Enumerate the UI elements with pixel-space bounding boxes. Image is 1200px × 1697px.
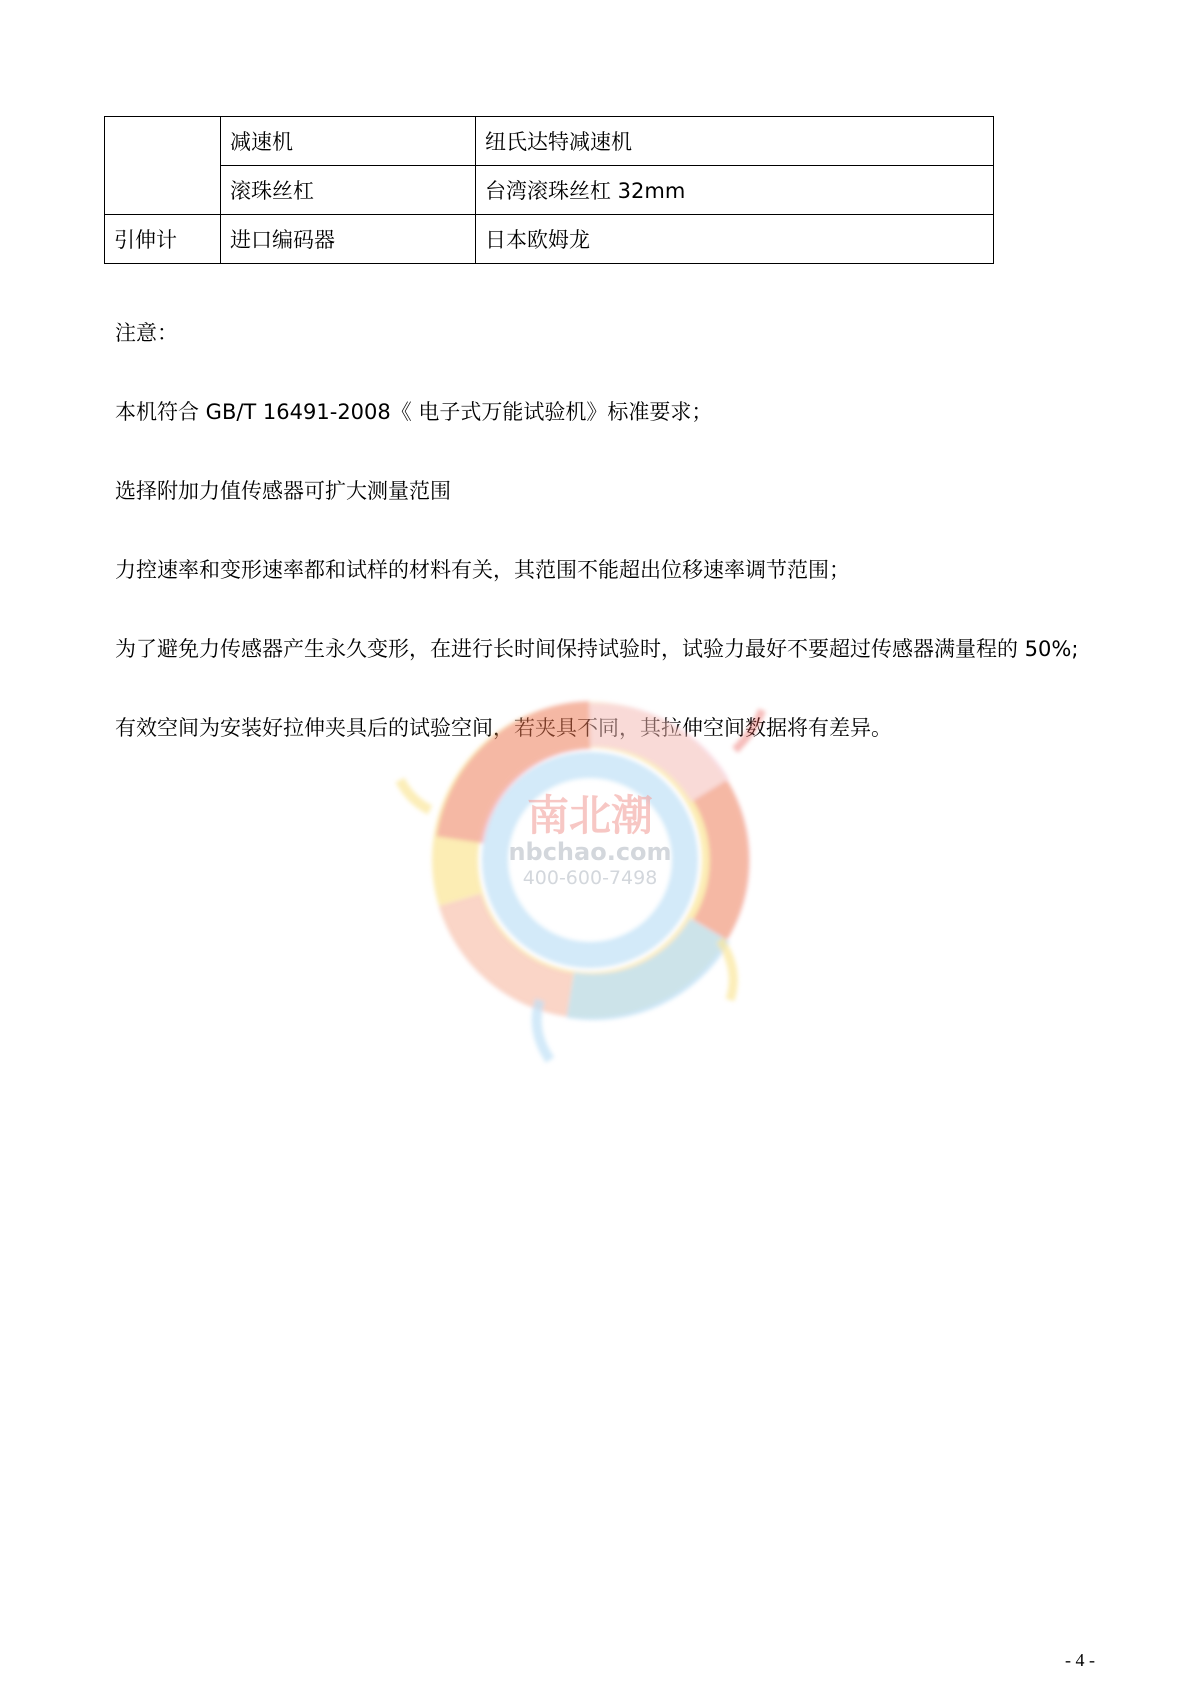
table-cell-spec: 日本欧姆龙 [476, 215, 994, 264]
table-cell-component: 进口编码器 [221, 215, 476, 264]
table-cell-spec: 台湾滚珠丝杠 32mm [476, 166, 994, 215]
note-item: 本机符合 GB/T 16491-2008《 电子式万能试验机》标准要求； [115, 400, 713, 424]
watermark-brand: 南北潮 [526, 791, 654, 840]
table-cell-component: 减速机 [221, 117, 476, 166]
notes-heading: 注意： [115, 321, 178, 345]
table-cell-component: 滚珠丝杠 [221, 166, 476, 215]
table-row [105, 117, 994, 166]
watermark-site: nbchao.com [508, 838, 672, 866]
table-row [105, 215, 994, 264]
watermark-phone: 400-600-7498 [522, 867, 658, 889]
note-item: 为了避免力传感器产生永久变形，在进行长时间保持试验时，试验力最好不要超过传感器满量程的 50%; [115, 637, 1079, 661]
table-row [105, 166, 994, 215]
page-number: - 4 - [1065, 1650, 1095, 1670]
spec-table [104, 116, 994, 264]
table-cell-category [105, 117, 221, 215]
table-cell-spec: 纽氏达特减速机 [476, 117, 994, 166]
note-item: 选择附加力值传感器可扩大测量范围 [115, 479, 451, 503]
note-item: 有效空间为安装好拉伸夹具后的试验空间，若夹具不同，其拉伸空间数据将有差异。 [115, 716, 892, 740]
note-item: 力控速率和变形速率都和试样的材料有关，其范围不能超出位移速率调节范围； [115, 558, 850, 582]
table-cell-category: 引伸计 [105, 215, 221, 264]
notes-section [115, 318, 1165, 792]
